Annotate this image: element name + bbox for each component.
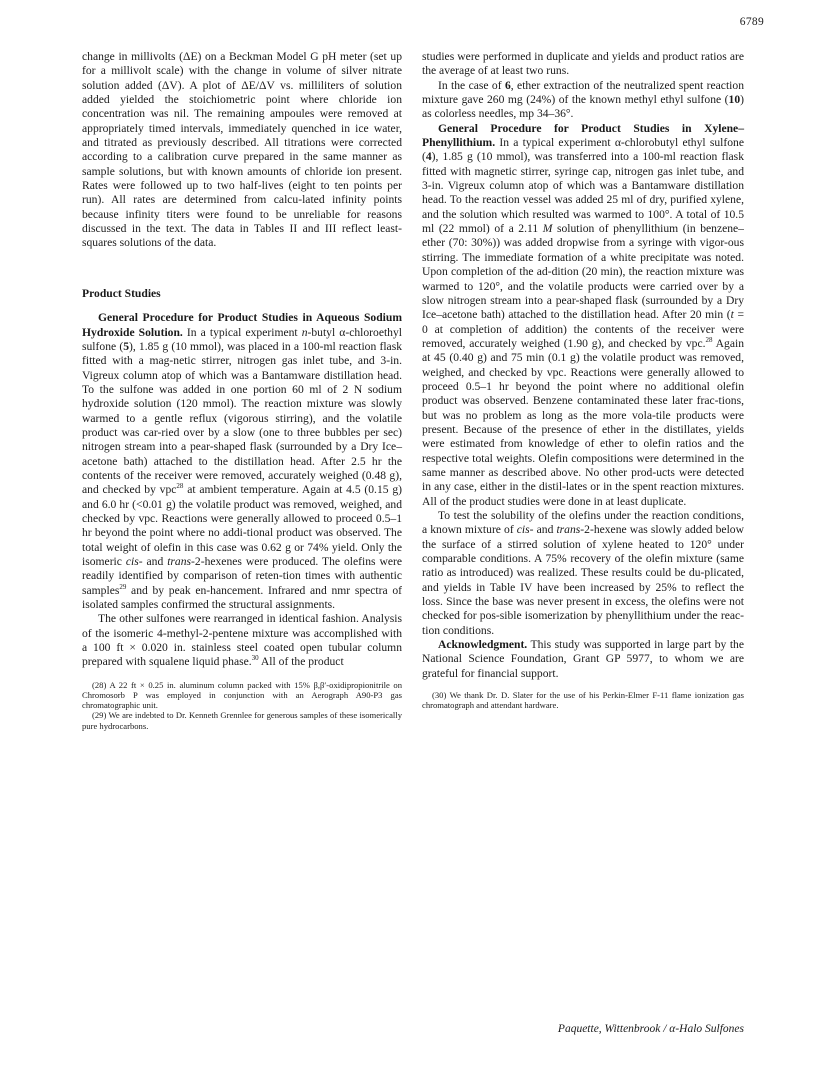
text-run: This study was supported in large part by the National Science Foundation, Grant GP 5977, to whom we are grateful for financial support. [422,638,744,680]
text-run: In a typical experiment α-chlorobutyl ethyl sulfone ( [422,136,744,164]
text-run: ) as colorless needles, mp 34–36°. [422,93,744,121]
text-italic: n [301,325,308,339]
paragraph-titration: change in millivolts (ΔE) on a Beckman Model G pH meter (set up for a millivolt scale) with the change in volume of silver nitrate solution added (ΔV). A plot of ΔE/ΔV vs. milliliters of solution added yielded the stoichiometric point where chloride ion concentration was nil. The remaining ampoules were removed at appropriately timed intervals, immediately quenched in ice water, and titrated as previously described. All titrations were corrected according to a calibration curve prepared in the same manner as sample solutions, but with known amounts of chloride ion present. Rates were followed up to two half-lives (eight to ten points per run). All rates are determined from calcu-lated infinity points because infinity titers were found to be unreliable for reasons discussed in the text. The data in Tables II and III reflect least-squares solutions of the data. [82,50,402,250]
footnote-ref: 29 [119,582,127,591]
compound-number: 6 [504,78,511,92]
text-italic: trans [167,555,192,568]
text-run: , ether extraction of the neutralized spent reaction mixture gave 260 mg (24%) of the known methyl ethyl sulfone ( [422,78,744,107]
text-run: - and [138,555,168,568]
paragraph-aqueous-procedure [82,311,402,612]
text-run: ), 1.85 g (10 mmol), was transferred into a 100-ml reaction flask fitted with magnetic stirrer, syringe cap, nitrogen gas inlet tube, and 3-in. Vigreux column atop of which was a Bantamware distillation head. To the reaction vessel was added 25 ml of dry, purified xylene, and the solution which resulted was warmed to 100°. A total of 10.5 ml (22 mmol) of a 2.11 [422,150,744,236]
text-run: - and [529,523,557,537]
paragraph-solubility [422,509,744,638]
text-run: ), 1.85 g (10 mmol), was placed in a 100-ml reaction flask fitted with a mag-netic stirrer, nitrogen gas inlet tube, and 3-in. Vigreux column atop of which was a Bantamware distillation head. To the sulfone was added in one portion 60 ml of 2 N sodium hydroxide solution (120 mmol). The reaction mixture was slowly warmed to a gentle reflux (vigorous stirring), and the volatile product was car-ried over by a slow (one to three bubbles per sec) nitrogen stream into a pear-shaped flask (surrounded by a Dry Ice–acetone bath) attached to the distillation head. After 2.5 hr the contents of the receiver were removed, accurately weighed (0.48 g), and checked by vpc [82,339,402,497]
text-run: -butyl α-chloroethyl sulfone ( [82,325,403,353]
text-run: To test the solubility of the olefins under the reaction conditions, a known mixture of [422,509,744,537]
footnote-29: (29) We are indebted to Dr. Kenneth Grennlee for generous samples of these isomerically pure hydrocarbons. [82,710,402,731]
text-run: solution of phenyllithium (in benzene–ether (70: 30%)) was added dropwise from a syringe with vigor-ous stirring. The immediate formation of a white precipitate was noted. Upon completion of the ad-dition (20 min), the reaction mixture was warmed to 120°, and the volatile products were carried over by a slow nitrogen stream into a pear-shaped flask (surrounded by a Dry Ice–acetone bath) attached to the distillation head. After 20 min ( [422,222,744,322]
compound-number: 10 [728,93,741,107]
running-footer: Paquette, Wittenbrook / α-Halo Sulfones [557,1023,744,1035]
footnote-ref: 28 [176,482,184,491]
text-run: and by peak en-hancement. Infrared and nmr spectra of isolated samples confirmed the structural assignments. [82,583,402,612]
text-run: -2-hexene was slowly added below the surface of a stirred solution of xylene heated to 120° under comparable conditions. A 75% recovery of the olefin mixture (same ratio as introduced) was realized. These results could be du-plicated, and yields in Table IV have been increased by 25% to reflect the loss. Since the base was never present in excess, the olefins were not checked for pos-sible isomerization by phenyllithium under the reac-tion conditions. [422,523,744,637]
text-italic: cis [125,555,139,568]
text-run: The other sulfones were rearranged in identical fashion. Analysis of the isomeric 4-methyl-2-pentene mixture was accomplished with a 100 ft × 0.020 in. stainless steel coated open tubular column prepared with squalene liquid phase. [82,612,402,669]
text-run: -2-hexenes were produced. The olefins were readily identified by comparison of reten-tion times with authentic samples [82,555,402,597]
paragraph-other-sulfones [82,612,402,669]
paragraph-xylene-procedure [422,122,744,509]
text-run: Again at 45 (0.40 g) and 75 min (0.1 g) the volatile product was removed, weighed, and checked by vpc. Reactions were generally allowed to proceed 0.5–1 hr beyond the point where no additional olefin product was observed. Benzene contaminated these later frac-tions, but was no problem as long as the more vola-tile products were present. Because of the presence of ether in the distillates, yields were estimated from knowledge of ether to olefin ratios and the respective total weights. Olefin compositions were determined in the same manner as described above. No other prod-ucts were detected in any case, either in the distil-lates or in the spent reaction mixtures. All of the product studies were done in at least duplicate. [422,336,745,508]
text-italic: t [730,308,734,322]
text-run: All of the product [258,655,344,669]
text-run: In the case of [438,78,505,92]
right-column [422,50,744,711]
text-italic: M [542,222,553,236]
compound-number: 5 [123,339,129,353]
paragraph-case-6 [422,79,744,122]
paragraph-duplicate: studies were performed in duplicate and yields and product ratios are the average of at least two runs. [422,50,744,78]
footnote-30: (30) We thank Dr. D. Slater for the use of his Perkin-Elmer F-11 flame ionization gas chromatograph and attendant hardware. [422,690,744,711]
footnote-ref: 28 [705,336,713,345]
acknowledgment-heading: Acknowledgment. [438,638,528,652]
footnote-ref: 30 [251,654,259,663]
left-column [82,50,402,731]
subheading-xylene: General Procedure for Product Studies in Xylene–Phenyllithium. [422,121,744,150]
footnotes-right [422,690,744,710]
text-run: In a typical experiment [182,325,302,339]
text-italic: trans [556,523,581,537]
paragraph-acknowledgment [422,638,744,681]
text-run: = 0 at completion of addition) the contents of the receiver were removed, accurately weighed (1.90 g), and checked by vpc. [422,308,744,350]
text-italic: cis [516,523,530,537]
compound-number: 4 [425,150,432,164]
page-number: 6789 [739,16,764,28]
footnote-28: (28) A 22 ft × 0.25 in. aluminum column packed with 15% β,β′-oxidipropionitrile on Chromosorb P was employed in conjunction with an Aerograph A90-P3 gas chromatographic unit. [82,679,402,711]
text-run: at ambient temperature. Again at 4.5 (0.15 g) and 6.0 hr (<0.01 g) the volatile product was removed, weighed, and checked by vpc. Reactions were generally allowed to proceed 0.5–1 hr beyond the point where no addi-tional product was observed. The total weight of olefin in this case was 0.62 g or 74% yield. Only the isomeric [82,483,402,568]
section-heading-product-studies: Product Studies [82,286,161,300]
subheading-aqueous: General Procedure for Product Studies in Aqueous Sodium Hydroxide Solution. [82,311,402,339]
footnotes-left [82,680,402,731]
